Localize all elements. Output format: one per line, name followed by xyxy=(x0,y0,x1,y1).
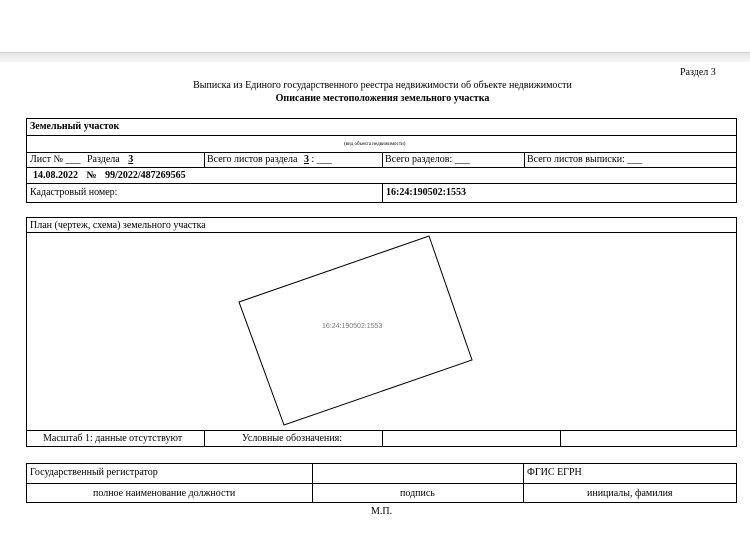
object-type-caption: (вид объекта недвижимости) xyxy=(344,142,406,147)
seal-place: М.П. xyxy=(371,506,393,517)
registrar-label: Государственный регистратор xyxy=(30,467,158,478)
document-subtitle: Описание местоположения земельного участка xyxy=(275,93,490,104)
total-sheets-section: Всего листов раздела 3 : ___ xyxy=(207,154,332,165)
total-sections: Всего разделов: ___ xyxy=(385,154,470,165)
scale-text: Масштаб 1: данные отсутствуют xyxy=(43,433,183,444)
signature-divider xyxy=(26,483,737,484)
plan-title: План (чертеж, схема) земельного участка xyxy=(30,220,206,231)
section-label: Раздел 3 xyxy=(680,67,716,78)
cadastral-number-value: 16:24:190502:1553 xyxy=(386,187,466,198)
cadastral-number-label: Кадастровый номер: xyxy=(30,187,118,198)
initials-caption: инициалы, фамилия xyxy=(587,488,673,499)
parcel-outline xyxy=(239,236,472,425)
fgis-label: ФГИС ЕГРН xyxy=(527,467,582,478)
signature-caption: подпись xyxy=(400,488,435,499)
sheet-number-label: Лист № ___ Раздела 3 xyxy=(30,154,134,165)
extract-date-number: 14.08.2022 № 99/2022/487269565 xyxy=(33,170,186,181)
signature-divider xyxy=(312,463,313,503)
document-title: Выписка из Единого государственного реестра недвижимости об объекте недвижимости xyxy=(193,80,572,91)
position-caption: полное наименование должности xyxy=(93,488,236,499)
legend-label: Условные обозначения: xyxy=(242,433,343,444)
total-sheets-extract: Всего листов выписки: ___ xyxy=(527,154,643,165)
object-type: Земельный участок xyxy=(30,121,120,132)
signature-divider xyxy=(523,463,524,503)
parcel-cadastral-label: 16:24:190502:1553 xyxy=(322,323,383,330)
section-number-value: 3 xyxy=(128,154,134,165)
